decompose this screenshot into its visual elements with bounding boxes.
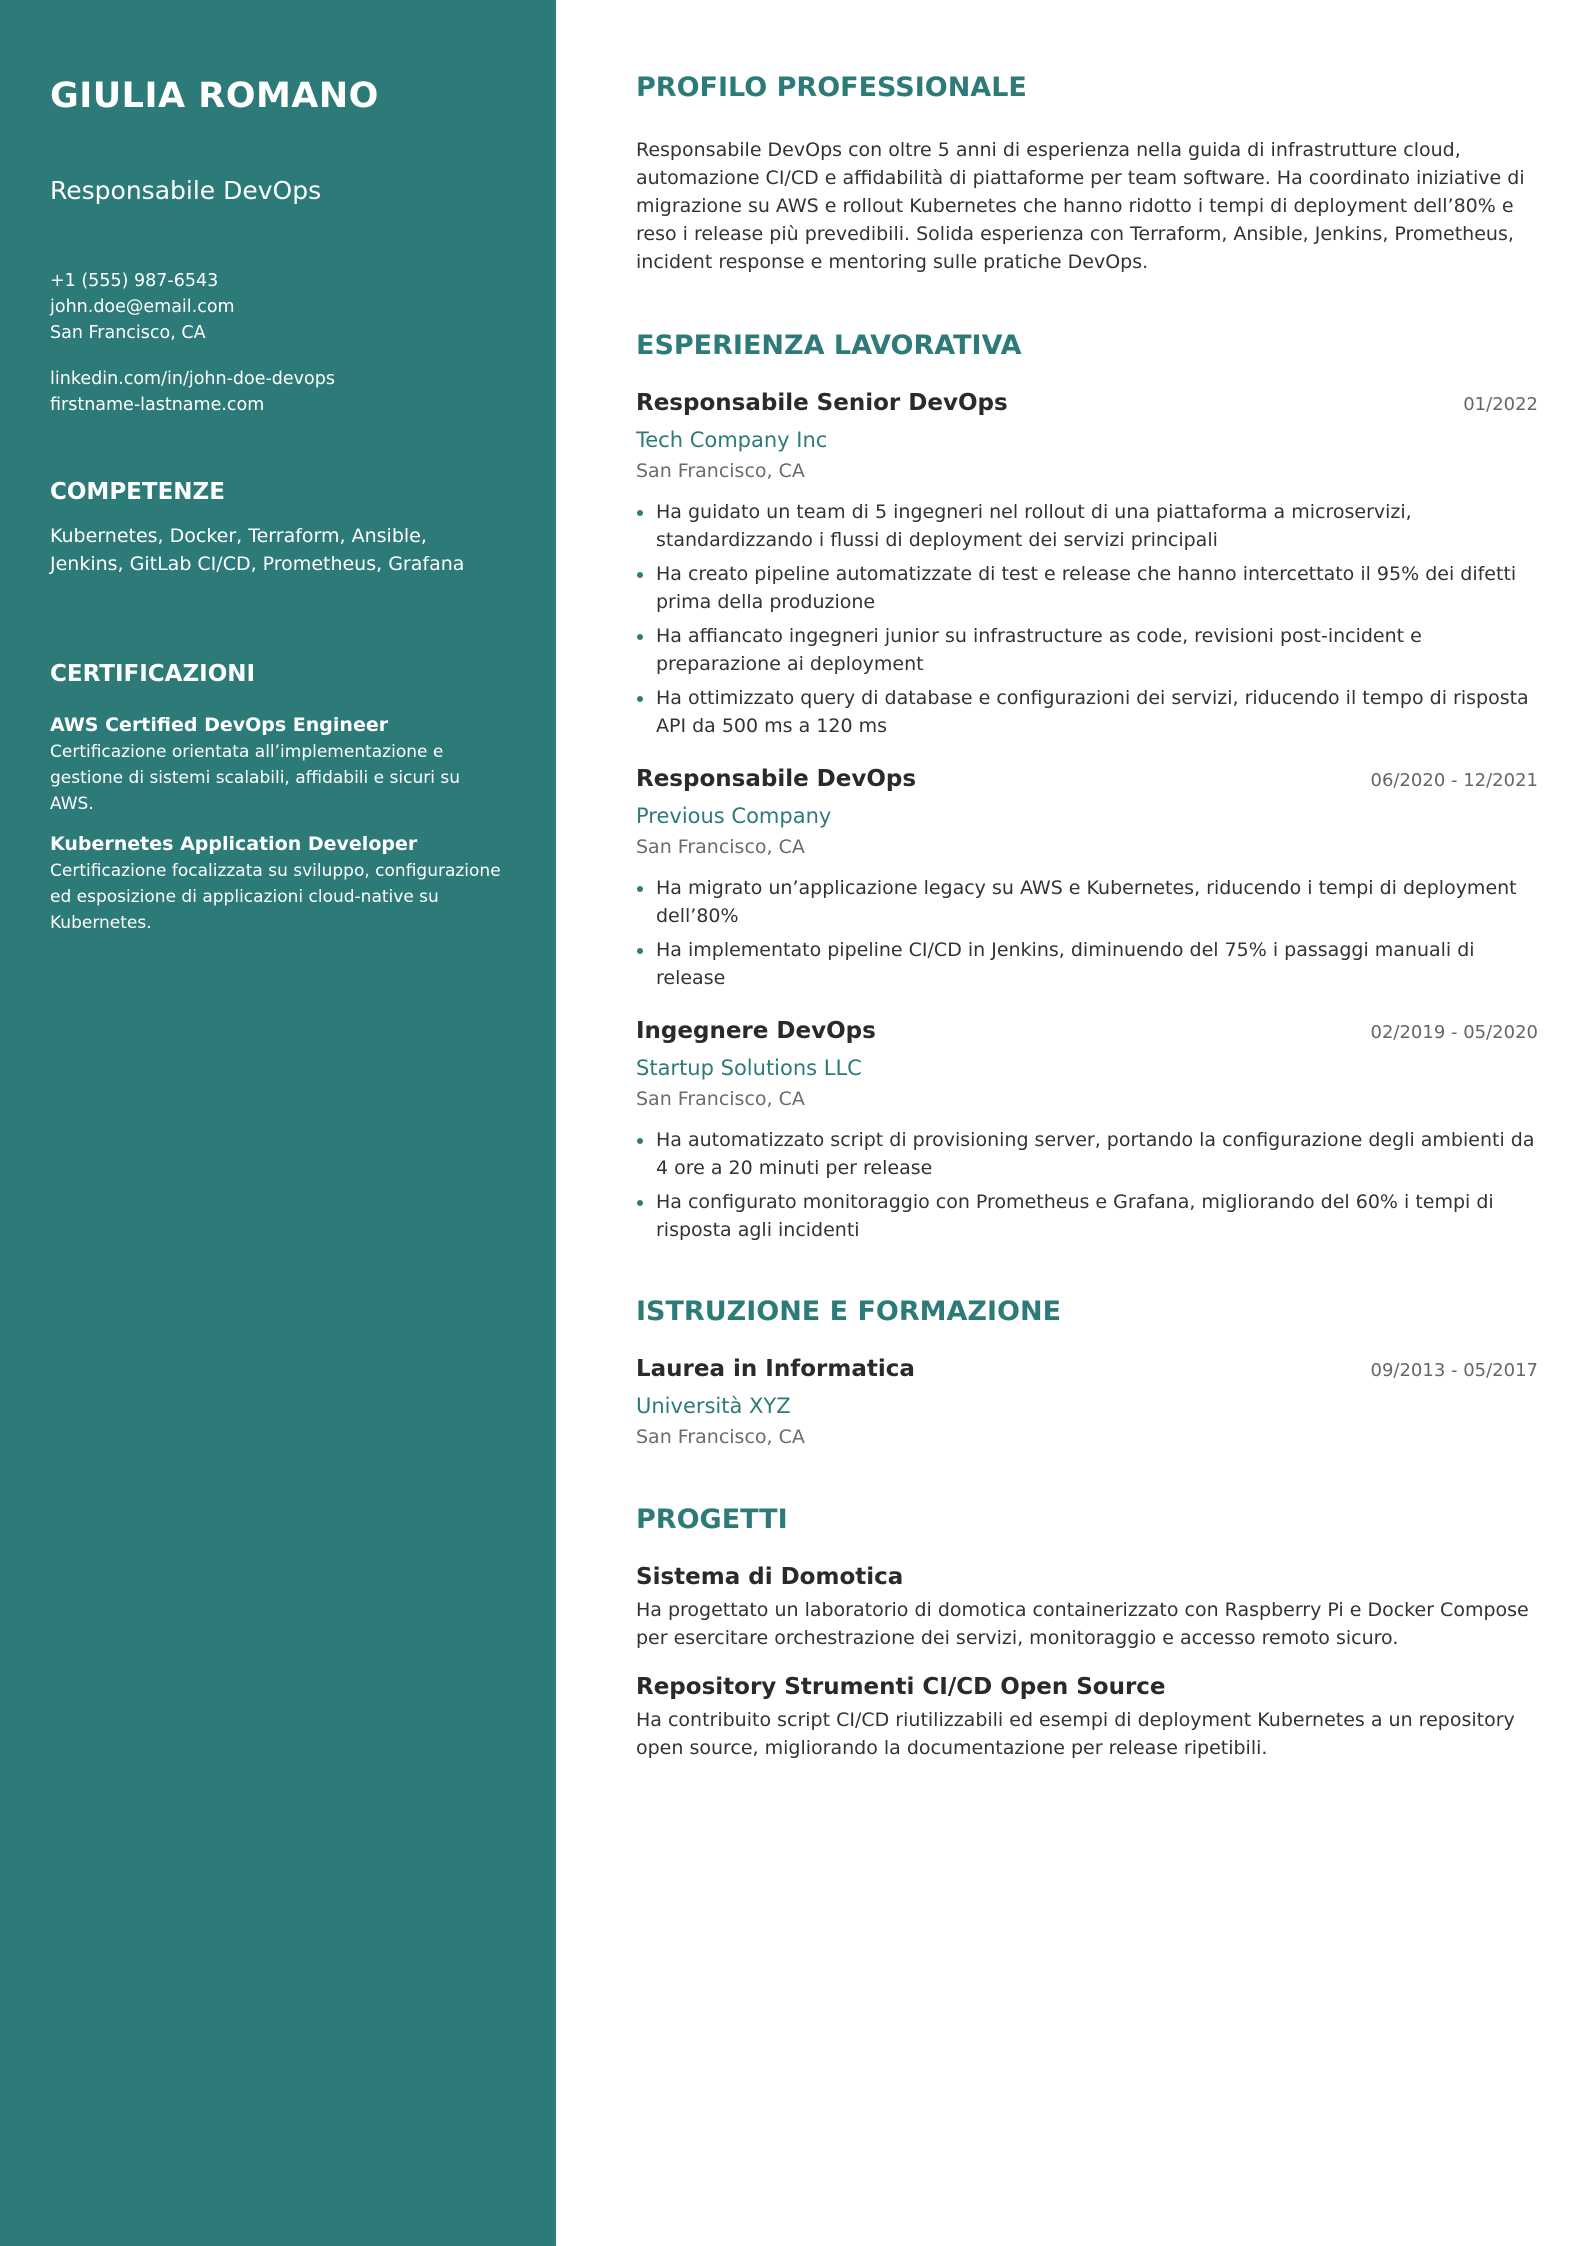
company-name: Startup Solutions LLC bbox=[636, 1056, 862, 1080]
project-item bbox=[636, 1670, 1538, 1762]
skills-heading: COMPETENZE bbox=[50, 479, 225, 505]
skills-list: Kubernetes, Docker, Terraform, Ansible, Jenkins, GitLab CI/CD, Prometheus, Grafana bbox=[50, 525, 465, 575]
contact-block bbox=[50, 268, 506, 418]
bullet-item: Ha ottimizzato query di database e configurazioni dei servizi, riducendo il tempo di risposta API da 500 ms a 120 ms bbox=[636, 684, 1538, 740]
education-date: 09/2013 - 05/2017 bbox=[1370, 1360, 1538, 1381]
bullet-item: Ha guidato un team di 5 ingegneri nel rollout di una piattaforma a microservizi, standardizzando i flussi di deployment dei servizi principali bbox=[636, 498, 1538, 554]
phone: +1 (555) 987-6543 bbox=[50, 271, 219, 291]
education-heading: ISTRUZIONE E FORMAZIONE bbox=[636, 1296, 1062, 1327]
job-title: Responsabile DevOps bbox=[636, 766, 917, 792]
bullet-item: Ha implementato pipeline CI/CD in Jenkins, diminuendo del 75% i passaggi manuali di release bbox=[636, 936, 1538, 992]
bullet-item: Ha creato pipeline automatizzate di test e release che hanno intercettato il 95% dei difetti prima della produzione bbox=[636, 560, 1538, 616]
certification-title: Kubernetes Application Developer bbox=[50, 833, 418, 855]
sidebar bbox=[0, 0, 556, 2246]
company-name: Previous Company bbox=[636, 804, 832, 828]
job-title: Responsabile Senior DevOps bbox=[636, 390, 1008, 416]
school-name: Università XYZ bbox=[636, 1394, 791, 1418]
job-location: San Francisco, CA bbox=[636, 836, 805, 858]
job-title: Ingegnere DevOps bbox=[636, 1018, 876, 1044]
project-title: Sistema di Domotica bbox=[636, 1564, 904, 1590]
certifications-heading: CERTIFICAZIONI bbox=[50, 661, 256, 687]
job-bullets bbox=[636, 498, 1538, 740]
degree-title: Laurea in Informatica bbox=[636, 1356, 915, 1382]
certification-item bbox=[50, 831, 506, 936]
bullet-item: Ha affiancato ingegneri junior su infrastructure as code, revisioni post-incident e preparazione ai deployment bbox=[636, 622, 1538, 678]
bullet-item: Ha migrato un’applicazione legacy su AWS e Kubernetes, riducendo i tempi di deployment dell’80% bbox=[636, 874, 1538, 930]
project-description: Ha progettato un laboratorio di domotica containerizzato con Raspberry Pi e Docker Compose per esercitare orchestrazione dei servizi, monitoraggio e accesso remoto sicuro. bbox=[636, 1599, 1529, 1649]
projects-list bbox=[636, 1560, 1538, 1762]
job-bullets bbox=[636, 874, 1538, 992]
project-description: Ha contribuito script CI/CD riutilizzabili ed esempi di deployment Kubernetes a un repository open source, migliorando la documentazione per release ripetibili. bbox=[636, 1709, 1515, 1759]
job-location: San Francisco, CA bbox=[636, 1088, 805, 1110]
linkedin-link[interactable]: linkedin.com/in/john-doe-devops bbox=[50, 369, 335, 389]
experience-entry bbox=[636, 386, 1538, 740]
certifications-list bbox=[50, 712, 506, 936]
project-item bbox=[636, 1560, 1538, 1652]
experience-heading: ESPERIENZA LAVORATIVA bbox=[636, 330, 1022, 361]
experience-list bbox=[636, 386, 1538, 1244]
education-list bbox=[636, 1352, 1538, 1452]
main-content bbox=[556, 0, 1588, 2246]
certification-title: AWS Certified DevOps Engineer bbox=[50, 714, 389, 736]
profile-summary: Responsabile DevOps con oltre 5 anni di esperienza nella guida di infrastrutture cloud, automazione CI/CD e affidabilità di piattaforme per team software. Ha coordinato iniziative di migrazione su AWS e rollout Kubernetes che hanno ridotto i tempi di deployment dell’80% e reso i release più prevedibili. Solida esperienza con Terraform, Ansible, Jenkins, Prometheus, incident response e mentoring sulle pratiche DevOps. bbox=[636, 139, 1525, 273]
certification-description: Certificazione orientata all’implementazione e gestione di sistemi scalabili, affidabili e sicuri su AWS. bbox=[50, 742, 460, 814]
candidate-role: Responsabile DevOps bbox=[50, 176, 322, 205]
education-entry bbox=[636, 1352, 1538, 1452]
project-title: Repository Strumenti CI/CD Open Source bbox=[636, 1674, 1166, 1700]
certification-item bbox=[50, 712, 506, 817]
job-location: San Francisco, CA bbox=[636, 460, 805, 482]
candidate-name: GIULIA ROMANO bbox=[50, 76, 379, 116]
projects-heading: PROGETTI bbox=[636, 1504, 788, 1535]
experience-entry bbox=[636, 762, 1538, 992]
company-name: Tech Company Inc bbox=[636, 428, 828, 452]
job-date: 02/2019 - 05/2020 bbox=[1370, 1022, 1538, 1043]
job-date: 01/2022 bbox=[1463, 394, 1538, 415]
profile-heading: PROFILO PROFESSIONALE bbox=[636, 72, 1027, 103]
bullet-item: Ha automatizzato script di provisioning server, portando la configurazione degli ambienti da 4 ore a 20 minuti per release bbox=[636, 1126, 1538, 1182]
job-date: 06/2020 - 12/2021 bbox=[1370, 770, 1538, 791]
experience-entry bbox=[636, 1014, 1538, 1244]
email: john.doe@email.com bbox=[50, 297, 235, 317]
certification-description: Certificazione focalizzata su sviluppo, configurazione ed esposizione di applicazioni cloud-native su Kubernetes. bbox=[50, 861, 501, 933]
website-link[interactable]: firstname-lastname.com bbox=[50, 395, 265, 415]
job-bullets bbox=[636, 1126, 1538, 1244]
location: San Francisco, CA bbox=[50, 323, 206, 343]
school-location: San Francisco, CA bbox=[636, 1426, 805, 1448]
bullet-item: Ha configurato monitoraggio con Prometheus e Grafana, migliorando del 60% i tempi di risposta agli incidenti bbox=[636, 1188, 1538, 1244]
